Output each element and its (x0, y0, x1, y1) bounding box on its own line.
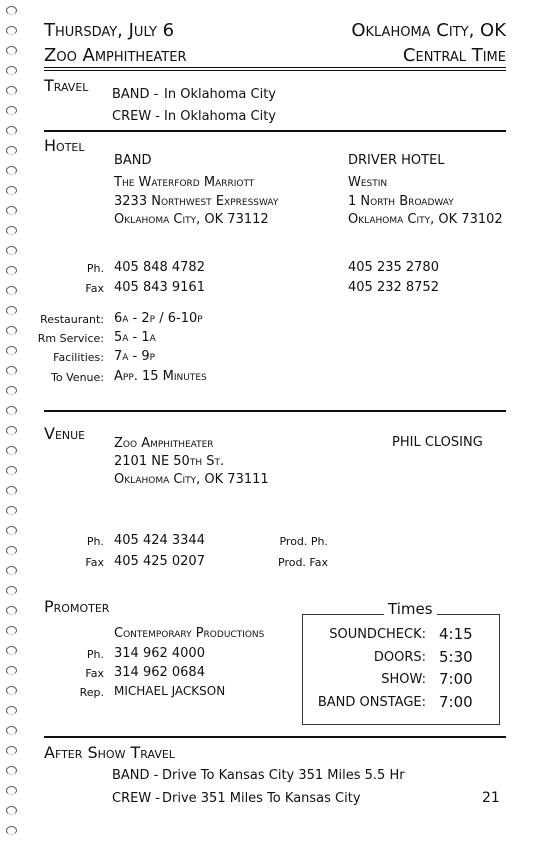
venue-name: Zoo Amphitheater (114, 436, 214, 451)
header-city: Oklahoma City, OK (351, 20, 506, 41)
binding-ring (6, 126, 17, 135)
binding-ring (6, 106, 17, 115)
promoter-phone-label: Ph. (86, 648, 104, 661)
promoter-fax: 314 962 0684 (114, 665, 205, 680)
venue-phone-label: Ph. (86, 535, 104, 548)
binding-ring (6, 486, 17, 495)
promoter-rep: MICHAEL JACKSON (114, 684, 226, 698)
hotel-driver-phone: 405 235 2780 (348, 260, 439, 275)
restaurant-label: Restaurant: (40, 313, 104, 326)
binding-ring (6, 726, 17, 735)
to-venue-time: App. 15 Minutes (114, 369, 207, 384)
binding-ring (6, 186, 17, 195)
facilities-hours: 7a - 9p (114, 349, 156, 364)
binding-ring (6, 626, 17, 635)
promoter-phone: 314 962 4000 (114, 646, 205, 661)
times-value: 4:15 (439, 625, 473, 643)
binding-ring (6, 686, 17, 695)
hotel-phone-label: Ph. (86, 262, 104, 275)
page-number: 21 (482, 790, 500, 806)
hotel-driver-name: Westin (348, 175, 388, 190)
hotel-band-phone: 405 848 4782 (114, 260, 205, 275)
binding-ring (6, 286, 17, 295)
header-divider (44, 67, 506, 71)
times-label: SOUNDCHECK: (329, 627, 426, 642)
venue-address1: 2101 NE 50th St. (114, 454, 225, 469)
travel-crew-label: CREW - (112, 109, 161, 124)
binding-ring (6, 46, 17, 55)
binding-ring (6, 426, 17, 435)
binding-ring (6, 366, 17, 375)
binding-ring (6, 506, 17, 515)
prod-fax-label: Prod. Fax (278, 556, 328, 569)
times-title: Times (384, 600, 437, 618)
promoter-divider (44, 736, 506, 738)
hotel-band-address2: Oklahoma City, OK 73112 (114, 212, 269, 227)
binding-ring (6, 566, 17, 575)
hotel-divider (44, 410, 506, 412)
times-label: DOORS: (373, 649, 426, 665)
header-timezone: Central Time (402, 45, 506, 66)
header-date: Thursday, July 6 (44, 20, 175, 41)
after-show-title: After Show Travel (44, 743, 175, 762)
times-label: SHOW: (381, 672, 426, 687)
venue-address2: Oklahoma City, OK 73111 (114, 472, 269, 487)
binding-ring (6, 586, 17, 595)
rm-service-label: Rm Service: (37, 332, 104, 345)
travel-title: Travel (44, 76, 89, 95)
times-value: 7:00 (439, 670, 473, 688)
binding-ring (6, 546, 17, 555)
hotel-driver-address1: 1 North Broadway (348, 194, 454, 209)
binding-ring (6, 666, 17, 675)
promoter-fax-label: Fax (85, 667, 104, 680)
binding-ring (6, 606, 17, 615)
binding-ring (6, 26, 17, 35)
hotel-driver-address2: Oklahoma City, OK 73102 (348, 212, 503, 227)
after-show-crew-label: CREW - (112, 791, 161, 806)
binding-ring (6, 526, 17, 535)
binding-ring (6, 746, 17, 755)
binding-ring (6, 826, 17, 835)
binding-ring (6, 166, 17, 175)
hotel-band-name: The Waterford Marriott (114, 175, 255, 190)
binding-ring (6, 806, 17, 815)
binding-ring (6, 266, 17, 275)
hotel-driver-fax: 405 232 8752 (348, 280, 439, 295)
binding-ring (6, 406, 17, 415)
hotel-band-fax: 405 843 9161 (114, 280, 205, 295)
travel-crew-value: In Oklahoma City (164, 109, 276, 124)
binding-ring (6, 706, 17, 715)
binding-ring (6, 386, 17, 395)
travel-divider (44, 130, 506, 132)
rm-service-hours: 5a - 1a (114, 330, 156, 345)
travel-band-value: In Oklahoma City (164, 87, 276, 102)
times-label: BAND ONSTAGE: (317, 694, 426, 710)
binding-ring (6, 786, 17, 795)
hotel-fax-label: Fax (85, 282, 104, 295)
hotel-driver-heading: DRIVER HOTEL (348, 153, 445, 168)
binding-ring (6, 766, 17, 775)
after-show-crew-value: Drive 351 Miles To Kansas City (162, 791, 361, 806)
header-venue: Zoo Amphitheater (44, 45, 187, 66)
binding-ring (6, 466, 17, 475)
binding-ring (6, 306, 17, 315)
binding-ring (6, 206, 17, 215)
restaurant-hours: 6a - 2p / 6-10p (114, 311, 203, 326)
binding-ring (6, 226, 17, 235)
travel-band-label: BAND - (112, 87, 159, 102)
venue-fax-label: Fax (85, 556, 104, 569)
promoter-rep-label: Rep. (79, 686, 104, 699)
spiral-binding (6, 0, 20, 844)
venue-fax: 405 425 0207 (114, 554, 205, 569)
binding-ring (6, 66, 17, 75)
binding-ring (6, 646, 17, 655)
prod-phone-label: Prod. Ph. (279, 535, 328, 548)
times-value: 5:30 (439, 647, 473, 666)
venue-phone: 405 424 3344 (114, 533, 205, 548)
binding-ring (6, 346, 17, 355)
hotel-title: Hotel (44, 136, 85, 155)
binding-ring (6, 446, 17, 455)
binding-ring (6, 246, 17, 255)
after-show-band-value: Drive To Kansas City 351 Miles 5.5 Hr (162, 768, 405, 783)
binding-ring (6, 6, 17, 15)
hotel-band-address1: 3233 Northwest Expressway (114, 194, 279, 209)
binding-ring (6, 86, 17, 95)
facilities-label: Facilities: (53, 351, 104, 364)
after-show-band-label: BAND - (112, 768, 159, 783)
binding-ring (6, 326, 17, 335)
venue-note: PHIL CLOSING (392, 435, 483, 450)
promoter-company: Contemporary Productions (114, 626, 265, 641)
venue-title: Venue (44, 424, 86, 443)
times-value: 7:00 (439, 692, 473, 711)
binding-ring (6, 146, 17, 155)
hotel-band-heading: BAND (114, 153, 152, 168)
to-venue-label: To Venue: (51, 371, 104, 384)
promoter-title: Promoter (44, 597, 110, 616)
